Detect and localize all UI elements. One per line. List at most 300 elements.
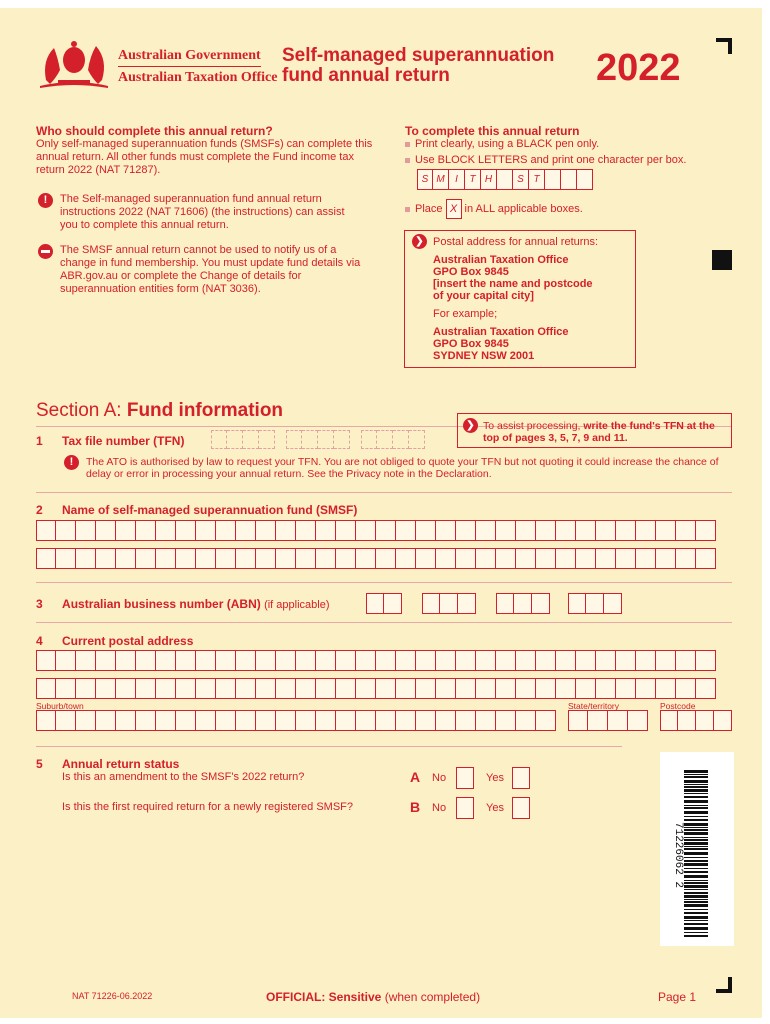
barcode-bar xyxy=(684,793,708,794)
suburb-char-box[interactable] xyxy=(376,710,396,731)
fund-name-char-box[interactable] xyxy=(116,548,136,569)
abn-digit-box[interactable] xyxy=(496,593,514,614)
tfn-digit-box[interactable] xyxy=(286,430,302,449)
suburb-char-box[interactable] xyxy=(76,710,96,731)
tfn-digit-box[interactable] xyxy=(211,430,227,449)
state-char-box[interactable] xyxy=(628,710,648,731)
barcode-bar xyxy=(684,901,708,903)
q5a-no-checkbox[interactable] xyxy=(456,767,474,789)
barcode-bar xyxy=(684,916,708,919)
abn-group-4[interactable] xyxy=(568,593,622,614)
address-char-box[interactable] xyxy=(56,650,76,671)
address-char-box[interactable] xyxy=(396,678,416,699)
postal-address-row-2[interactable] xyxy=(36,678,716,699)
fund-name-char-box[interactable] xyxy=(376,520,396,541)
address-char-box[interactable] xyxy=(196,650,216,671)
sample-letter-box xyxy=(545,169,561,190)
abn-digit-box[interactable] xyxy=(514,593,532,614)
address-char-box[interactable] xyxy=(536,650,556,671)
fund-name-char-box[interactable] xyxy=(136,520,156,541)
suburb-char-box[interactable] xyxy=(436,710,456,731)
barcode-bar xyxy=(684,774,708,775)
fund-name-char-box[interactable] xyxy=(316,548,336,569)
barcode-bar xyxy=(684,811,708,814)
howto-heading: To complete this annual return xyxy=(405,124,580,138)
section-a-heading xyxy=(36,400,283,422)
fund-name-char-box[interactable] xyxy=(216,520,236,541)
tfn-digit-box[interactable] xyxy=(259,430,275,449)
fund-name-char-box[interactable] xyxy=(356,548,376,569)
abn-group-1[interactable] xyxy=(366,593,402,614)
howto-bullet-place xyxy=(405,199,583,219)
abn-digit-box[interactable] xyxy=(532,593,550,614)
abn-digit-box[interactable] xyxy=(366,593,384,614)
address-char-box[interactable] xyxy=(296,650,316,671)
fund-name-char-box[interactable] xyxy=(536,548,556,569)
state-field[interactable] xyxy=(568,710,648,731)
suburb-char-box[interactable] xyxy=(216,710,236,731)
fund-name-char-box[interactable] xyxy=(176,520,196,541)
barcode-bar xyxy=(684,857,708,858)
howto-bullet-letters xyxy=(405,154,686,167)
q5b-letter: B xyxy=(410,799,421,815)
address-char-box[interactable] xyxy=(576,678,596,699)
address-char-box[interactable] xyxy=(356,678,376,699)
fund-name-char-box[interactable] xyxy=(516,520,536,541)
address-char-box[interactable] xyxy=(96,650,116,671)
q3-number: 3 xyxy=(36,597,43,611)
fund-name-char-box[interactable] xyxy=(76,548,96,569)
fund-name-char-box[interactable] xyxy=(156,520,176,541)
fund-name-char-box[interactable] xyxy=(116,520,136,541)
fund-name-char-box[interactable] xyxy=(596,520,616,541)
postal-line3: [insert the name and postcode xyxy=(433,278,593,290)
address-char-box[interactable] xyxy=(136,678,156,699)
address-char-box[interactable] xyxy=(256,650,276,671)
address-char-box[interactable] xyxy=(696,678,716,699)
barcode-bar xyxy=(684,819,708,821)
barcode-bar xyxy=(684,889,708,890)
address-char-box[interactable] xyxy=(136,650,156,671)
address-char-box[interactable] xyxy=(656,678,676,699)
fund-name-char-box[interactable] xyxy=(456,520,476,541)
address-char-box[interactable] xyxy=(516,650,536,671)
state-char-box[interactable] xyxy=(608,710,628,731)
suburb-char-box[interactable] xyxy=(316,710,336,731)
fund-name-row-1[interactable] xyxy=(36,520,716,541)
postcode-char-box[interactable] xyxy=(660,710,678,731)
fund-name-char-box[interactable] xyxy=(276,520,296,541)
fund-name-char-box[interactable] xyxy=(436,548,456,569)
postcode-char-box[interactable] xyxy=(696,710,714,731)
address-char-box[interactable] xyxy=(56,678,76,699)
address-char-box[interactable] xyxy=(596,650,616,671)
q5a-question: Is this an amendment to the SMSF's 2022 return? xyxy=(62,771,305,783)
barcode-bar xyxy=(684,786,708,788)
barcode-bar xyxy=(684,780,708,783)
barcode-bar xyxy=(684,837,708,838)
address-char-box[interactable] xyxy=(336,650,356,671)
address-char-box[interactable] xyxy=(156,678,176,699)
barcode-number: 71226062 2 xyxy=(672,822,684,889)
fund-name-char-box[interactable] xyxy=(396,520,416,541)
address-char-box[interactable] xyxy=(416,678,436,699)
barcode-bar xyxy=(684,909,708,910)
fund-name-char-box[interactable] xyxy=(516,548,536,569)
fund-name-char-box[interactable] xyxy=(296,548,316,569)
fund-name-char-box[interactable] xyxy=(336,520,356,541)
suburb-char-box[interactable] xyxy=(536,710,556,731)
address-char-box[interactable] xyxy=(156,650,176,671)
ato-name: Australian Taxation Office xyxy=(118,70,278,85)
suburb-char-box[interactable] xyxy=(116,710,136,731)
barcode-bar xyxy=(684,839,708,841)
howto-bullet-pen xyxy=(405,138,599,151)
barcode-bar xyxy=(684,842,708,845)
address-char-box[interactable] xyxy=(316,650,336,671)
fund-name-char-box[interactable] xyxy=(36,520,56,541)
address-char-box[interactable] xyxy=(456,678,476,699)
tfn-group-1[interactable] xyxy=(211,430,275,449)
suburb-char-box[interactable] xyxy=(356,710,376,731)
classification xyxy=(266,990,480,1004)
q5-label: Annual return status xyxy=(62,757,180,771)
bullet-icon xyxy=(405,142,410,147)
fund-name-char-box[interactable] xyxy=(556,548,576,569)
fund-name-char-box[interactable] xyxy=(236,520,256,541)
tfn-digit-box[interactable] xyxy=(318,430,334,449)
address-char-box[interactable] xyxy=(36,678,56,699)
fund-name-char-box[interactable] xyxy=(316,520,336,541)
address-char-box[interactable] xyxy=(596,678,616,699)
fund-name-char-box[interactable] xyxy=(36,548,56,569)
q5b-no-checkbox[interactable] xyxy=(456,797,474,819)
address-char-box[interactable] xyxy=(556,650,576,671)
barcode-bar xyxy=(684,848,708,850)
address-char-box[interactable] xyxy=(216,650,236,671)
address-char-box[interactable] xyxy=(316,678,336,699)
suburb-char-box[interactable] xyxy=(296,710,316,731)
barcode-bar xyxy=(684,776,708,778)
barcode-bar xyxy=(684,885,708,888)
address-char-box[interactable] xyxy=(356,650,376,671)
tfn-digit-box[interactable] xyxy=(377,430,393,449)
q3-label: Australian business number (ABN) xyxy=(62,597,261,611)
suburb-char-box[interactable] xyxy=(336,710,356,731)
fund-name-char-box[interactable] xyxy=(696,520,716,541)
fund-name-row-2[interactable] xyxy=(36,548,716,569)
address-char-box[interactable] xyxy=(556,678,576,699)
tfn-digit-box[interactable] xyxy=(302,430,318,449)
tfn-digit-box[interactable] xyxy=(243,430,259,449)
fund-name-char-box[interactable] xyxy=(96,520,116,541)
tfn-digit-box[interactable] xyxy=(393,430,409,449)
corner-mark-bottom-v xyxy=(728,977,732,993)
tfn-digit-box[interactable] xyxy=(334,430,350,449)
address-char-box[interactable] xyxy=(196,678,216,699)
no-entry-icon xyxy=(38,244,53,259)
fund-name-char-box[interactable] xyxy=(616,520,636,541)
address-char-box[interactable] xyxy=(436,678,456,699)
q4-label: Current postal address xyxy=(62,634,194,648)
abn-digit-box[interactable] xyxy=(422,593,440,614)
sample-letter-box: T xyxy=(529,169,545,190)
postcode-char-box[interactable] xyxy=(714,710,732,731)
fund-name-char-box[interactable] xyxy=(216,548,236,569)
address-char-box[interactable] xyxy=(276,678,296,699)
address-char-box[interactable] xyxy=(116,650,136,671)
suburb-char-box[interactable] xyxy=(176,710,196,731)
fund-name-char-box[interactable] xyxy=(396,548,416,569)
classification-suffix: (when completed) xyxy=(384,990,481,1004)
address-char-box[interactable] xyxy=(116,678,136,699)
address-char-box[interactable] xyxy=(496,650,516,671)
fund-name-char-box[interactable] xyxy=(496,548,516,569)
postal-example-line1: Australian Taxation Office xyxy=(433,326,569,338)
barcode-bar xyxy=(684,892,708,894)
question-divider xyxy=(36,492,732,493)
q4-number: 4 xyxy=(36,634,43,648)
address-char-box[interactable] xyxy=(236,678,256,699)
fund-name-char-box[interactable] xyxy=(256,520,276,541)
barcode-bar xyxy=(684,816,708,817)
fund-name-char-box[interactable] xyxy=(476,520,496,541)
sample-letter-box: M xyxy=(433,169,449,190)
abn-digit-box[interactable] xyxy=(568,593,586,614)
address-char-box[interactable] xyxy=(696,650,716,671)
barcode-bar xyxy=(684,899,708,900)
address-char-box[interactable] xyxy=(436,650,456,671)
sample-letter-box: S xyxy=(417,169,433,190)
fund-name-char-box[interactable] xyxy=(676,520,696,541)
fund-name-char-box[interactable] xyxy=(416,520,436,541)
address-char-box[interactable] xyxy=(516,678,536,699)
fund-name-char-box[interactable] xyxy=(536,520,556,541)
q2-label: Name of self-managed superannuation fund (SMSF) xyxy=(62,503,358,517)
suburb-char-box[interactable] xyxy=(136,710,156,731)
fund-name-char-box[interactable] xyxy=(196,520,216,541)
address-char-box[interactable] xyxy=(676,650,696,671)
state-char-box[interactable] xyxy=(568,710,588,731)
address-char-box[interactable] xyxy=(636,650,656,671)
address-char-box[interactable] xyxy=(416,650,436,671)
address-char-box[interactable] xyxy=(336,678,356,699)
address-char-box[interactable] xyxy=(676,678,696,699)
q1-label: Tax file number (TFN) xyxy=(62,434,185,448)
fund-name-char-box[interactable] xyxy=(236,548,256,569)
fund-name-char-box[interactable] xyxy=(296,520,316,541)
sample-letter-box: S xyxy=(513,169,529,190)
barcode xyxy=(684,770,708,940)
barcode-bar xyxy=(684,895,708,898)
fund-name-char-box[interactable] xyxy=(96,548,116,569)
barcode-bar xyxy=(684,800,708,803)
barcode-number-wrap xyxy=(672,822,686,946)
abn-group-3[interactable] xyxy=(496,593,550,614)
address-char-box[interactable] xyxy=(636,678,656,699)
abn-digit-box[interactable] xyxy=(458,593,476,614)
abn-digit-box[interactable] xyxy=(604,593,622,614)
address-char-box[interactable] xyxy=(276,650,296,671)
form-title-line1: Self-managed superannuation xyxy=(282,45,555,66)
fund-name-char-box[interactable] xyxy=(476,548,496,569)
fund-name-char-box[interactable] xyxy=(336,548,356,569)
address-char-box[interactable] xyxy=(236,650,256,671)
postcode-char-box[interactable] xyxy=(678,710,696,731)
state-char-box[interactable] xyxy=(588,710,608,731)
suburb-label: Suburb/town xyxy=(36,701,84,711)
address-char-box[interactable] xyxy=(536,678,556,699)
suburb-char-box[interactable] xyxy=(96,710,116,731)
address-char-box[interactable] xyxy=(76,678,96,699)
fund-name-char-box[interactable] xyxy=(636,548,656,569)
postal-example-label: For example; xyxy=(433,308,498,320)
fund-name-char-box[interactable] xyxy=(76,520,96,541)
address-char-box[interactable] xyxy=(96,678,116,699)
assist-processing-text xyxy=(483,420,728,444)
address-char-box[interactable] xyxy=(376,678,396,699)
suburb-char-box[interactable] xyxy=(496,710,516,731)
block-letter-sample xyxy=(417,169,593,190)
fund-name-char-box[interactable] xyxy=(136,548,156,569)
sample-letter-box xyxy=(497,169,513,190)
address-char-box[interactable] xyxy=(456,650,476,671)
address-char-box[interactable] xyxy=(616,650,636,671)
suburb-char-box[interactable] xyxy=(416,710,436,731)
fund-name-char-box[interactable] xyxy=(156,548,176,569)
form-title-line2: fund annual return xyxy=(282,65,450,86)
fund-name-char-box[interactable] xyxy=(656,520,676,541)
fund-name-char-box[interactable] xyxy=(636,520,656,541)
address-char-box[interactable] xyxy=(296,678,316,699)
address-char-box[interactable] xyxy=(496,678,516,699)
fund-name-char-box[interactable] xyxy=(56,548,76,569)
abn-digit-box[interactable] xyxy=(384,593,402,614)
postal-line2: GPO Box 9845 xyxy=(433,266,509,278)
q5-number: 5 xyxy=(36,757,43,771)
q5a-yes-checkbox[interactable] xyxy=(512,767,530,789)
state-label: State/territory xyxy=(568,701,620,711)
postal-example-line2: GPO Box 9845 xyxy=(433,338,509,350)
fund-name-char-box[interactable] xyxy=(56,520,76,541)
bullet-icon xyxy=(405,207,410,212)
coat-of-arms-logo xyxy=(36,40,112,90)
address-char-box[interactable] xyxy=(256,678,276,699)
address-char-box[interactable] xyxy=(36,650,56,671)
barcode-bar xyxy=(684,923,708,925)
tfn-group-2[interactable] xyxy=(286,430,350,449)
section-a-title: Fund information xyxy=(126,400,284,421)
q3-heading xyxy=(36,597,330,612)
suburb-char-box[interactable] xyxy=(236,710,256,731)
fund-name-char-box[interactable] xyxy=(196,548,216,569)
barcode-bar xyxy=(684,882,708,884)
suburb-char-box[interactable] xyxy=(456,710,476,731)
suburb-char-box[interactable] xyxy=(256,710,276,731)
abn-digit-box[interactable] xyxy=(586,593,604,614)
address-char-box[interactable] xyxy=(576,650,596,671)
fund-name-char-box[interactable] xyxy=(576,548,596,569)
fund-name-char-box[interactable] xyxy=(656,548,676,569)
sample-letter-box xyxy=(577,169,593,190)
tfn-digit-box[interactable] xyxy=(409,430,425,449)
suburb-char-box[interactable] xyxy=(156,710,176,731)
fund-name-char-box[interactable] xyxy=(356,520,376,541)
address-char-box[interactable] xyxy=(476,678,496,699)
fund-name-char-box[interactable] xyxy=(416,548,436,569)
question-divider xyxy=(36,746,622,747)
postal-address-row-1[interactable] xyxy=(36,650,716,671)
address-char-box[interactable] xyxy=(176,678,196,699)
fund-name-char-box[interactable] xyxy=(456,548,476,569)
barcode-bar xyxy=(684,784,708,785)
sample-letter-box xyxy=(561,169,577,190)
tfn-digit-box[interactable] xyxy=(227,430,243,449)
suburb-char-box[interactable] xyxy=(36,710,56,731)
suburb-field[interactable] xyxy=(36,710,556,731)
suburb-char-box[interactable] xyxy=(276,710,296,731)
postal-example-line3: SYDNEY NSW 2001 xyxy=(433,350,535,362)
barcode-bar xyxy=(684,912,708,914)
abn-group-2[interactable] xyxy=(422,593,476,614)
classification-label: OFFICIAL: Sensitive xyxy=(266,990,382,1004)
address-char-box[interactable] xyxy=(76,650,96,671)
barcode-bar xyxy=(684,904,708,907)
barcode-bar xyxy=(684,829,708,831)
barcode-bar xyxy=(684,789,708,792)
address-char-box[interactable] xyxy=(396,650,416,671)
postal-line4: of your capital city] xyxy=(433,290,534,302)
q5a-no-label: No xyxy=(432,772,447,784)
howto-bullet-letters-text: Use BLOCK LETTERS and print one character per box. xyxy=(415,154,687,166)
fund-name-char-box[interactable] xyxy=(596,548,616,569)
fund-name-char-box[interactable] xyxy=(436,520,456,541)
address-char-box[interactable] xyxy=(216,678,236,699)
fund-name-char-box[interactable] xyxy=(696,548,716,569)
barcode-bar xyxy=(684,863,708,866)
suburb-char-box[interactable] xyxy=(516,710,536,731)
tfn-group-3[interactable] xyxy=(361,430,425,449)
fund-name-char-box[interactable] xyxy=(256,548,276,569)
q5b-yes-checkbox[interactable] xyxy=(512,797,530,819)
fund-name-char-box[interactable] xyxy=(576,520,596,541)
fund-name-char-box[interactable] xyxy=(276,548,296,569)
address-char-box[interactable] xyxy=(656,650,676,671)
fund-name-char-box[interactable] xyxy=(496,520,516,541)
suburb-char-box[interactable] xyxy=(196,710,216,731)
fund-name-char-box[interactable] xyxy=(616,548,636,569)
address-char-box[interactable] xyxy=(476,650,496,671)
fund-name-char-box[interactable] xyxy=(556,520,576,541)
address-char-box[interactable] xyxy=(176,650,196,671)
fund-name-char-box[interactable] xyxy=(176,548,196,569)
bullet-icon xyxy=(405,158,410,163)
suburb-char-box[interactable] xyxy=(56,710,76,731)
address-char-box[interactable] xyxy=(376,650,396,671)
abn-digit-box[interactable] xyxy=(440,593,458,614)
tfn-digit-box[interactable] xyxy=(361,430,377,449)
suburb-char-box[interactable] xyxy=(476,710,496,731)
arrow-right-icon: ❯ xyxy=(412,234,427,249)
fund-name-char-box[interactable] xyxy=(376,548,396,569)
nat-code: NAT 71226-06.2022 xyxy=(72,991,153,1001)
address-char-box[interactable] xyxy=(616,678,636,699)
suburb-char-box[interactable] xyxy=(396,710,416,731)
postcode-field[interactable] xyxy=(660,710,732,731)
q2-number: 2 xyxy=(36,503,43,517)
q5a-letter: A xyxy=(410,769,421,785)
fund-name-char-box[interactable] xyxy=(676,548,696,569)
